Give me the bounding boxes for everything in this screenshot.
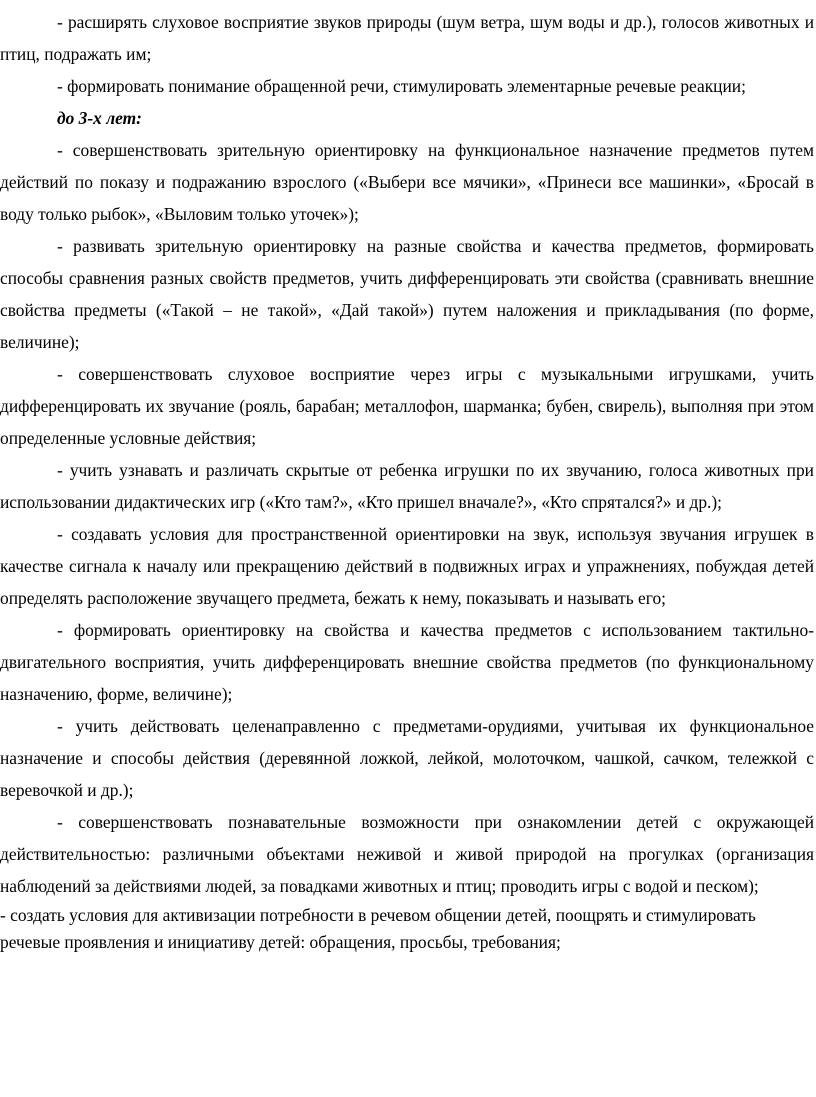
paragraph: - совершенствовать зрительную ориентировку на функциональное назначение предметов путем действий по показу и подражанию взрослого («Выбери все мячики», «Принеси все машинки», «Бросай в воду только рыбок», «Выловим только уточек»); — [0, 140, 814, 224]
paragraph: - учить действовать целенаправленно с предметами-орудиями, учитывая их функциональное назначение и способы действия (деревянной ложкой, лейкой, молоточком, чашкой, сачком, тележкой с веревочкой и др.); — [0, 716, 814, 800]
paragraph: - расширять слуховое восприятие звуков природы (шум ветра, шум воды и др.), голосов животных и птиц, подражать им; — [0, 12, 814, 64]
paragraph: - совершенствовать слуховое восприятие через игры с музыкальными игрушками, учить дифференцировать их звучание (рояль, барабан; металлофон, шарманка; бубен, свирель), выполняя при этом определенные условные действия; — [0, 364, 814, 448]
paragraph: - создавать условия для пространственной ориентировки на звук, используя звучания игрушек в качестве сигнала к началу или прекращению действий в подвижных играх и упражнениях, побуждая детей определять расположение звучащего предмета, бежать к нему, показывать и называть его; — [0, 524, 814, 608]
paragraph: - совершенствовать познавательные возможности при ознакомлении детей с окружающей действительностью: различными объектами неживой и живой природой на прогулках (организация наблюдений за действиями людей, за повадками животных и птиц; проводить игры с водой и песком); — [0, 812, 814, 896]
paragraph: - формировать понимание обращенной речи, стимулировать элементарные речевые реакции; — [57, 76, 746, 96]
paragraph: - учить узнавать и различать скрытые от ребенка игрушки по их звучанию, голоса животных при использовании дидактических игр («Кто там?», «Кто пришел вначале?», «Кто спрятался?» и др.); — [0, 460, 814, 512]
section-heading: до 3-х лет: — [57, 108, 142, 128]
paragraph: - создать условия для активизации потребности в речевом общении детей, поощрять и стимулировать речевые проявления и инициативу детей: обращения, просьбы, требования; — [0, 905, 756, 952]
paragraph: - формировать ориентировку на свойства и качества предметов с использованием тактильно-двигательного восприятия, учить дифференцировать внешние свойства предметов (по функциональному назначению, форме, величине); — [0, 620, 814, 704]
paragraph: - развивать зрительную ориентировку на разные свойства и качества предметов, формировать способы сравнения разных свойств предметов, учить дифференцировать эти свойства (сравнивать внешние свойства предметы («Такой – не такой», «Дай такой») путем наложения и прикладывания (по форме, величине); — [0, 236, 814, 352]
